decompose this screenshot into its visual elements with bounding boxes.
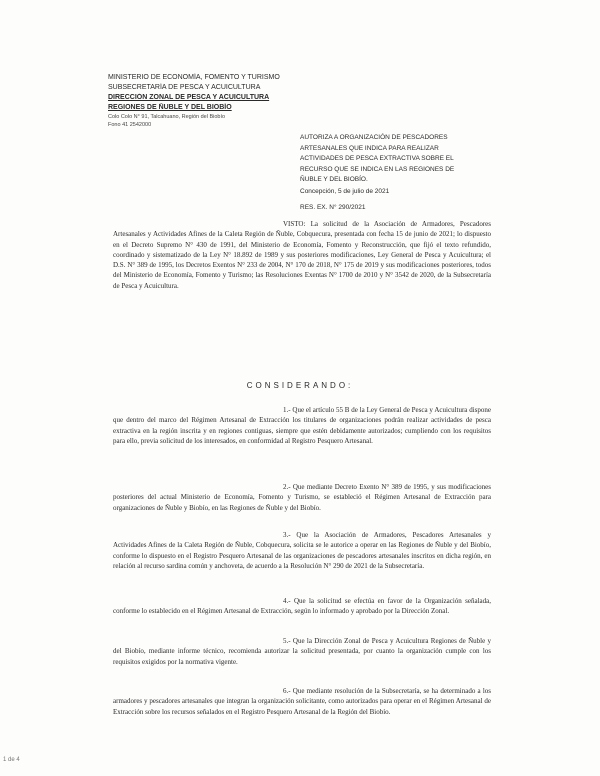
considerando-text: 4.- Que la solicitud se efectúa en favor de la Organización señalada, conforme lo establecido en el Régimen Artesanal de Extracción, según lo informado y aprobado por la Dirección Zonal. [113, 597, 491, 616]
letterhead-regions: REGIONES DE ÑUBLE Y DEL BIOBÍO [108, 104, 232, 111]
letterhead-address: Colo Colo N° 91, Talcahuano, Región del Biobío [108, 114, 226, 120]
considerando-text: 6.- Que mediante resolución de la Subsecretaría, se ha determinado a los armadores y pescadores artesanales que integran la organización solicitante, como autorizados para operar en el Régimen Artesanal de Extracción sobre los recursos señalados en el Registro Pesquero Artesanal de la Región del Biobío. [113, 687, 491, 716]
letterhead-undersecretary: SUBSECRETARÍA DE PESCA Y ACUICULTURA [108, 84, 261, 91]
considerando-heading: CONSIDERANDO: [246, 381, 354, 390]
considerando-text: 3.- Que la Asociación de Armadores, Pescadores Artesanales y Actividades Afines de la Caleta Región de Ñuble, Cobquecura, solicita se le autorice a operar en las Regiones de Ñuble y del Biobío, conforme lo dispuesto en el Registro Pesquero Artesanal de las organizaciones de pescadores artesanales inscritos en dicha región, en relación al recurso sardina común y anchoveta, de acuerdo a la Resolución N° 290 de 2021 de la Subsecretaría. [113, 531, 491, 570]
considerando-6 [113, 686, 491, 738]
page-number: 1 de 4 [3, 757, 20, 763]
considerando-5 [113, 636, 491, 678]
place-date: Concepción, 5 de julio de 2021 [300, 188, 390, 195]
letterhead-ministry: MINISTERIO DE ECONOMÍA, FOMENTO Y TURISMO [108, 74, 280, 81]
considerando-text: 5.- Que la Dirección Zonal de Pesca y Acuicultura Regiones de Ñuble y del Biobío, mediante informe técnico, recomienda autorizar la solicitud presentada, por cuanto la organización cumple con los requisitos exigidos por la normativa vigente. [113, 637, 491, 666]
resolution-number: RES. EX. N° 290/2021 [300, 204, 366, 211]
letterhead-directorate: DIRECCIÓN ZONAL DE PESCA Y ACUICULTURA [108, 94, 270, 101]
considerando-4 [113, 596, 491, 628]
considerando-text: 2.- Que mediante Decreto Exento N° 389 de 1995, y sus modificaciones posteriores del actual Ministerio de Economía, Fomento y Turismo, se estableció el Régimen Artesanal de Extracción para organizaciones de Ñuble y Biobío, en las Regiones de Ñuble y del Biobío. [113, 483, 491, 512]
document-subject: AUTORIZA A ORGANIZACIÓN DE PESCADORES ARTESANALES QUE INDICA PARA REALIZAR ACTIVIDADES DE PESCA EXTRACTIVA SOBRE EL RECURSO QUE SE INDICA EN LAS REGIONES DE ÑUBLE Y DEL BIOBÍO. [300, 134, 455, 183]
considerando-3 [113, 530, 491, 592]
considerando-text: 1.- Que el artículo 55 B de la Ley General de Pesca y Acuicultura dispone que dentro del marco del Régimen Artesanal de Extracción los titulares de organizaciones podrán realizar actividades de pesca extractiva en la región inscrita y en regiones contiguas, siempre que estén debidamente autorizados; cumpliendo con los requisitos para ello, previa solicitud de los interesados, en conformidad al Registro Pesquero Artesanal. [113, 406, 491, 445]
considerando-2 [113, 482, 491, 524]
visto-text: VISTO: La solicitud de la Asociación de Armadores, Pescadores Artesanales y Actividades Afines de la Caleta Región de Ñuble, Cobquecura, presentada con fecha 15 de junio de 2021; lo dispuesto en el Decreto Supremo N° 430 de 1991, del Ministerio de Economía, Fomento y Reconstrucción, que fijó el texto refundido, coordinado y sistematizado de la Ley N° 18.892 de 1989 y sus posteriores modificaciones, Ley General de Pesca y Acuicultura; el D.S. N° 389 de 1995, los Decretos Exentos N° 233 de 2004, N° 170 de 2018, N° 175 de 2019 y sus modificaciones posteriores, todos del Ministerio de Economía, Fomento y Turismo; las Resoluciones Exentas N° 1700 de 2010 y N° 3542 de 2020, de la Subsecretaría de Pesca y Acuicultura. [113, 220, 491, 290]
considerando-1 [113, 405, 491, 467]
letterhead [108, 73, 308, 129]
letterhead-phone: Fono 41 2542000 [108, 122, 152, 128]
visto-paragraph [113, 219, 491, 369]
